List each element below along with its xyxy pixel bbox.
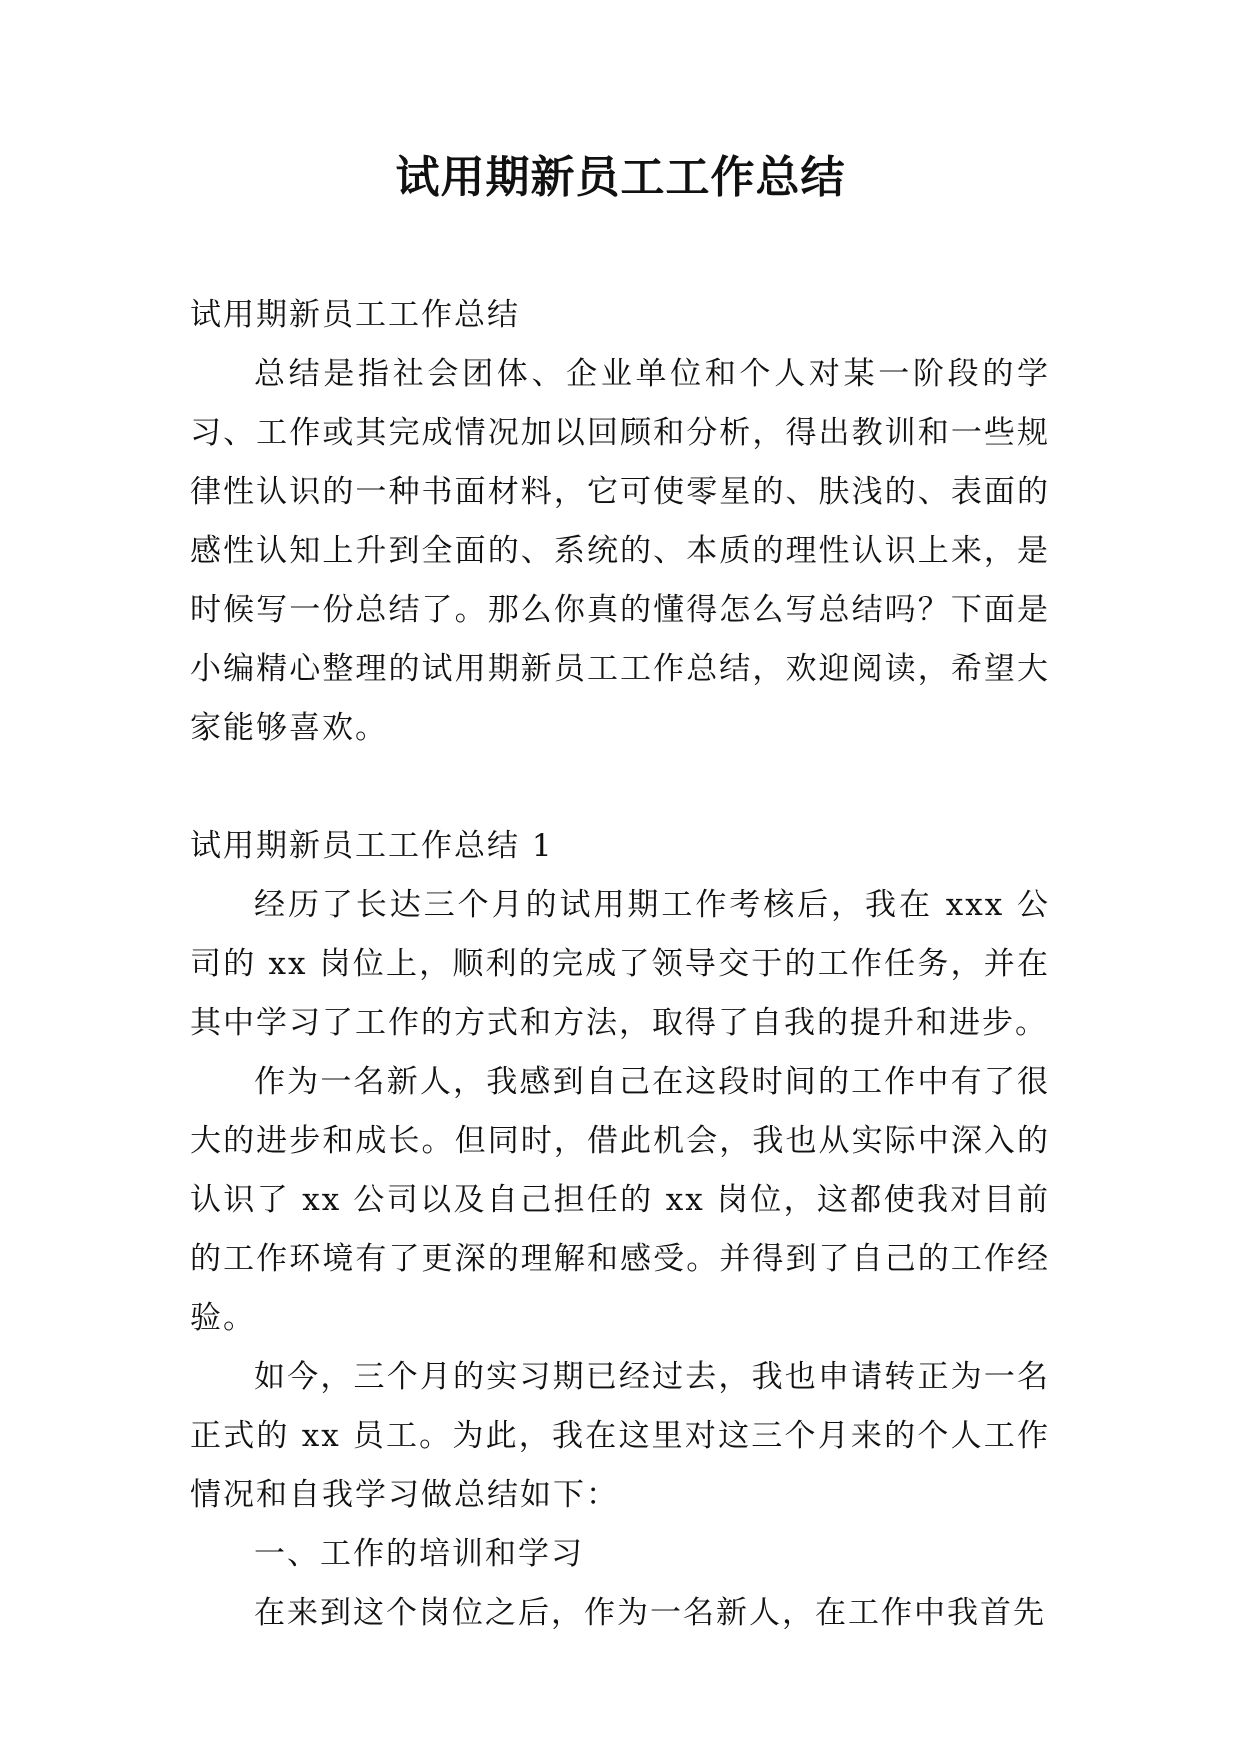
paragraph-gap [190, 758, 1050, 817]
section1-heading: 试用期新员工工作总结 1 [190, 828, 554, 864]
subheading-training: 一、工作的培训和学习 [254, 1536, 584, 1572]
paragraph-2: 作为一名新人，我感到自己在这段时间的工作中有了很大的进步和成长。但同时，借此机会，我也从实际中深入的认识了 xx 公司以及自己担任的 xx 岗位，这都使我对目前的工作环境有了更深的理解和感受。并得到了自己的工作经验。 [190, 1064, 1050, 1336]
paragraph-3: 如今，三个月的实习期已经过去，我也申请转正为一名正式的 xx 员工。为此，我在这里对这三个月来的个人工作情况和自我学习做总结如下： [190, 1359, 1050, 1513]
intro-paragraph: 总结是指社会团体、企业单位和个人对某一阶段的学习、工作或其完成情况加以回顾和分析，得出教训和一些规律性认识的一种书面材料，它可使零星的、肤浅的、表面的感性认知上升到全面的、系统的、本质的理性认识上来，是时候写一份总结了。那么你真的懂得怎么写总结吗？下面是小编精心整理的试用期新员工工作总结，欢迎阅读，希望大家能够喜欢。 [190, 356, 1050, 746]
paragraph-4: 在来到这个岗位之后，作为一名新人，在工作中我首先 [254, 1595, 1046, 1631]
document-body [190, 286, 1050, 1643]
document-title: 试用期新员工工作总结 [395, 152, 846, 203]
intro-heading: 试用期新员工工作总结 [190, 297, 520, 333]
paragraph-1: 经历了长达三个月的试用期工作考核后，我在 xxx 公司的 xx 岗位上，顺利的完成了领导交于的工作任务，并在其中学习了工作的方式和方法，取得了自我的提升和进步。 [190, 887, 1050, 1041]
